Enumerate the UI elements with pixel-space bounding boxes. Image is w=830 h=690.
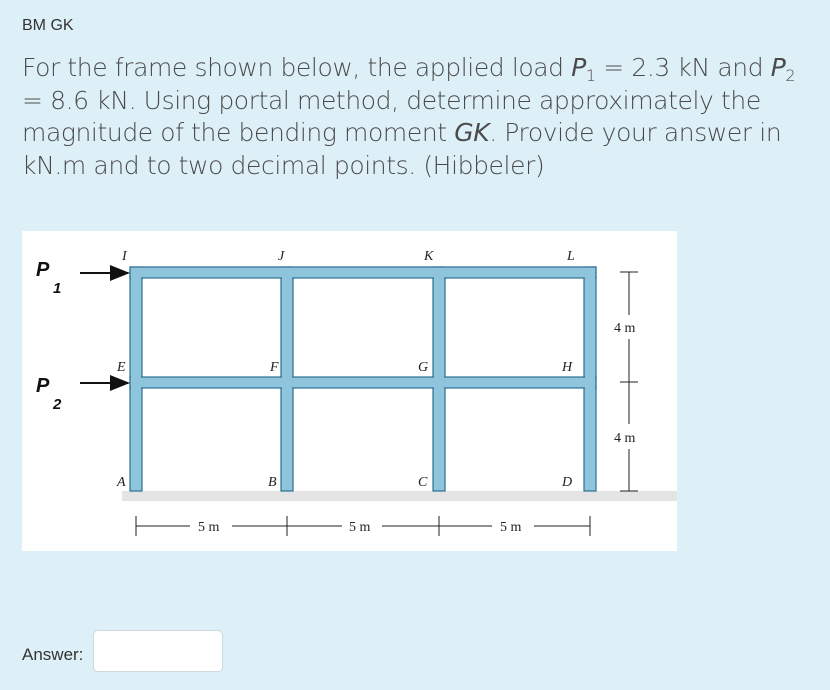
question-text-part: = 2.3 kN and (595, 53, 771, 82)
answer-label: Answer: (22, 645, 84, 664)
joint-label-L: L (567, 249, 575, 264)
frame-figure (22, 231, 677, 551)
joint-label-C: C (418, 475, 428, 490)
p2-subscript: 2 (785, 66, 796, 85)
question-text-part: . Provide your answer in kN.m and to two decimal points. (Hibbeler) (22, 118, 782, 180)
joint-label-E: E (117, 360, 126, 375)
member-name: GK (454, 118, 490, 147)
p1-subscript: 1 (585, 66, 596, 85)
question-text (22, 52, 812, 182)
height-dim-1: 4 m (614, 321, 636, 336)
load-label: P (36, 375, 50, 397)
joint-label-H: H (562, 360, 573, 375)
height-dim-2: 4 m (614, 431, 636, 446)
joint-label-F: F (270, 360, 279, 375)
load-P1 (36, 259, 128, 297)
joint-label-G: G (418, 360, 429, 375)
question-text-part: = 8.6 kN. Using portal method, determine approximately the magnitude of the bending moment (22, 85, 761, 147)
frame-diagram (22, 231, 677, 551)
question-name: BM GK (22, 17, 74, 34)
joint-label-K: K (424, 249, 434, 264)
height-dimensions (620, 272, 638, 491)
load-subscript: 1 (53, 280, 62, 297)
span-dim-3: 5 m (500, 520, 522, 535)
load-subscript: 2 (53, 396, 62, 413)
answer-input[interactable] (93, 630, 223, 672)
question-text-part: For the frame shown below, the applied load (22, 53, 572, 82)
load-label: P (36, 259, 50, 281)
joint-label-B: B (268, 475, 277, 490)
span-dim-1: 5 m (198, 520, 220, 535)
p2-symbol: P (770, 53, 786, 82)
p1-symbol: P (571, 53, 586, 82)
load-P2 (36, 375, 128, 413)
joint-label-I: I (122, 249, 127, 264)
joint-label-D: D (562, 475, 573, 490)
ground (122, 491, 677, 501)
joint-label-A: A (117, 475, 126, 490)
joint-label-J: J (278, 249, 285, 264)
span-dim-2: 5 m (349, 520, 371, 535)
